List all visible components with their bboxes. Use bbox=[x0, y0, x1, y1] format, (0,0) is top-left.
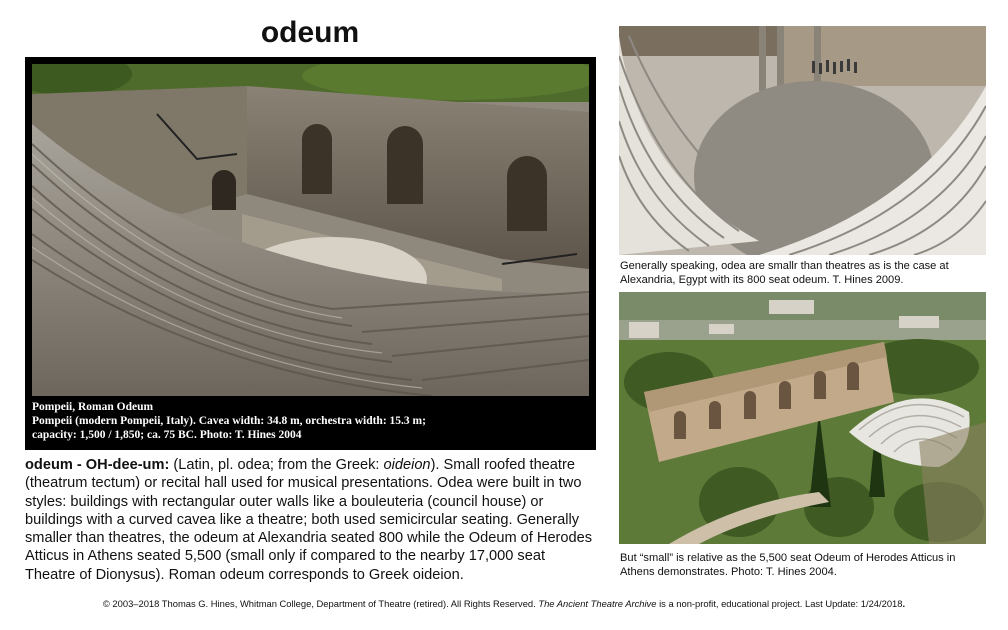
footer-archive-name: The Ancient Theatre Archive bbox=[538, 598, 657, 609]
footer-period: . bbox=[902, 598, 906, 609]
pompeii-caption bbox=[32, 400, 592, 442]
herodes-atticus-odeum-photo bbox=[619, 292, 986, 544]
definition-term: odeum - OH-dee-um: bbox=[25, 457, 170, 473]
definition-text-1: (Latin, pl. odea; from the Greek: bbox=[169, 457, 384, 473]
footer-rest: is a non-profit, educational project. Last Update: 1/24/2018 bbox=[656, 598, 903, 609]
definition-greek-word: oideion bbox=[383, 457, 431, 473]
pompeii-caption-capacity: capacity: 1,500 / 1,850; ca. 75 BC. Photo: T. Hines 2004 bbox=[32, 429, 302, 441]
pompeii-caption-details: Pompeii (modern Pompeii, Italy). Cavea width: 34.8 m, orchestra width: 15.3 m; bbox=[32, 415, 426, 427]
pompeii-odeum-image bbox=[32, 64, 589, 396]
pompeii-caption-title: Pompeii, Roman Odeum bbox=[32, 401, 154, 413]
alexandria-odeum-photo bbox=[619, 26, 986, 255]
page-title: odeum bbox=[260, 16, 360, 49]
copyright-footer bbox=[0, 598, 1008, 609]
alexandria-caption: Generally speaking, odea are smallr than theatres as is the case at Alexandria, Egypt with its 800 seat odeum. T. Hines 2009. bbox=[620, 260, 949, 286]
definition-text-2: ). Small roofed theatre (theatrum tectum) or recital hall used for musical presentations. Odea were built in two styles: buildings with rectangular outer walls like a bouleuteria (council house) or buildings with a curved cavea like a theatre; both used semicircular seating. Generally smaller than theatres, the odeum at Alexandria seated 800 while the Odeum of Herodes Atticus in Athens seated 5,500 (small only if compared to the nearby 17,000 seat Theatre of Dionysus). Roman odeum corresponds to Greek oideion. bbox=[25, 457, 593, 583]
odeum-definition bbox=[25, 456, 597, 584]
pompeii-odeum-photo bbox=[25, 57, 596, 450]
footer-copyright: © 2003–2018 Thomas G. Hines, Whitman College, Department of Theatre (retired). All Rights Reserved. bbox=[102, 598, 539, 609]
herodes-atticus-caption: But “small” is relative as the 5,500 seat Odeum of Herodes Atticus in Athens demonstrates. Photo: T. Hines 2004. bbox=[620, 552, 956, 578]
